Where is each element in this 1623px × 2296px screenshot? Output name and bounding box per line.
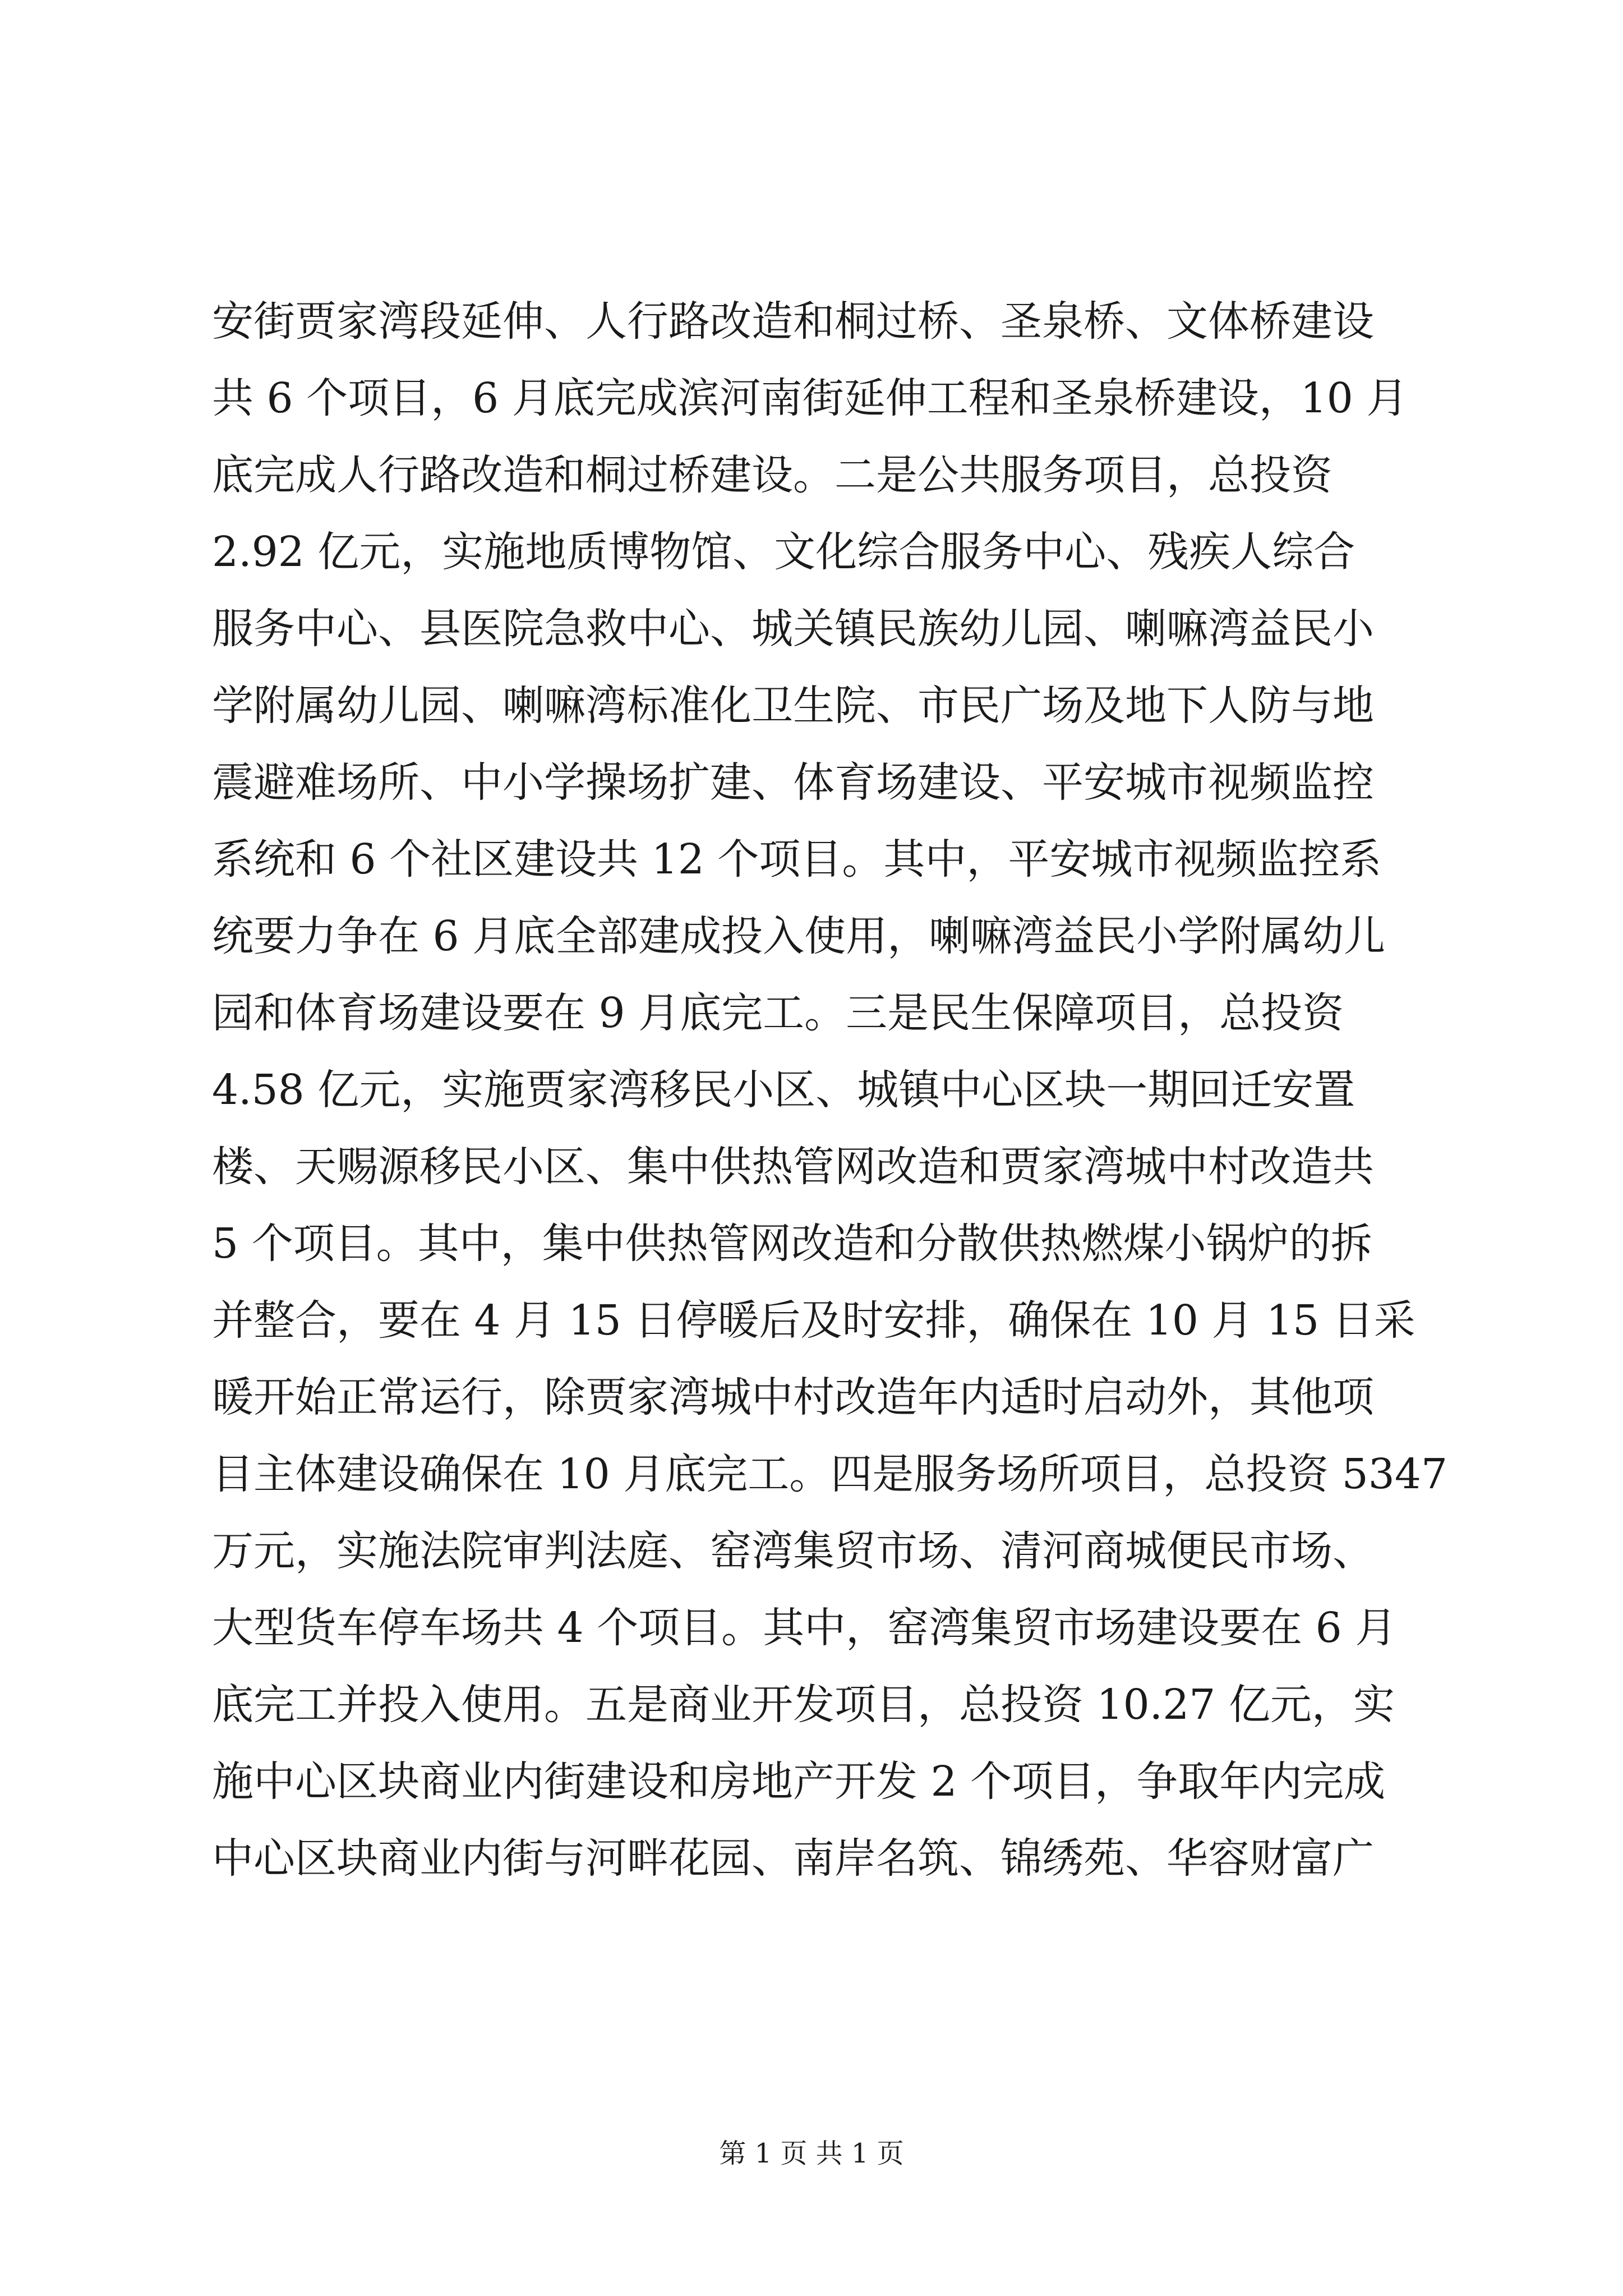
text-line: 学附属幼儿园、喇嘛湾标准化卫生院、市民广场及地下人防与地 bbox=[212, 682, 1374, 730]
text-line: 安街贾家湾段延伸、人行路改造和桐过桥、圣泉桥、文体桥建设 bbox=[212, 297, 1374, 346]
text-line: 暖开始正常运行，除贾家湾城中村改造年内适时启动外，其他项 bbox=[212, 1373, 1374, 1421]
text-line: 中心区块商业内街与河畔花园、南岸名筑、锦绣苑、华容财富广 bbox=[212, 1834, 1374, 1883]
text-line: 万元，实施法院审判法庭、窑湾集贸市场、清河商城便民市场、 bbox=[212, 1527, 1374, 1575]
text-line: 大型货车停车场共 4 个项目。其中，窑湾集贸市场建设要在 6 月 bbox=[212, 1604, 1397, 1652]
text-line: 系统和 6 个社区建设共 12 个项目。其中，平安城市视频监控系 bbox=[212, 835, 1382, 884]
page-number-footer: 第 1 页 共 1 页 bbox=[719, 2138, 904, 2169]
text-line: 并整合，要在 4 月 15 日停暖后及时安排，确保在 10 月 15 日采 bbox=[212, 1296, 1415, 1345]
text-line: 统要力争在 6 月底全部建成投入使用，喇嘛湾益民小学附属幼儿 bbox=[212, 912, 1386, 960]
text-line: 底完工并投入使用。五是商业开发项目，总投资 10.27 亿元，实 bbox=[212, 1681, 1395, 1729]
text-line: 底完成人行路改造和桐过桥建设。二是公共服务项目，总投资 bbox=[212, 451, 1332, 499]
text-line: 共 6 个项目，6 月底完成滨河南街延伸工程和圣泉桥建设，10 月 bbox=[212, 374, 1408, 422]
text-line: 楼、天赐源移民小区、集中供热管网改造和贾家湾城中村改造共 bbox=[212, 1143, 1374, 1191]
text-line: 园和体育场建设要在 9 月底完工。三是民生保障项目，总投资 bbox=[212, 989, 1344, 1037]
text-line: 服务中心、县医院急救中心、城关镇民族幼儿园、喇嘛湾益民小 bbox=[212, 605, 1374, 653]
text-line: 施中心区块商业内街建设和房地产开发 2 个项目，争取年内完成 bbox=[212, 1757, 1386, 1806]
text-line: 5 个项目。其中，集中供热管网改造和分散供热燃煤小锅炉的拆 bbox=[212, 1220, 1372, 1268]
text-line: 2.92 亿元，实施地质博物馆、文化综合服务中心、残疾人综合 bbox=[212, 528, 1355, 576]
text-line: 震避难场所、中小学操场扩建、体育场建设、平安城市视频监控 bbox=[212, 758, 1374, 807]
text-line: 目主体建设确保在 10 月底完工。四是服务场所项目，总投资 5347 bbox=[212, 1450, 1448, 1498]
text-line: 4.58 亿元，实施贾家湾移民小区、城镇中心区块一期回迁安置 bbox=[212, 1066, 1355, 1114]
